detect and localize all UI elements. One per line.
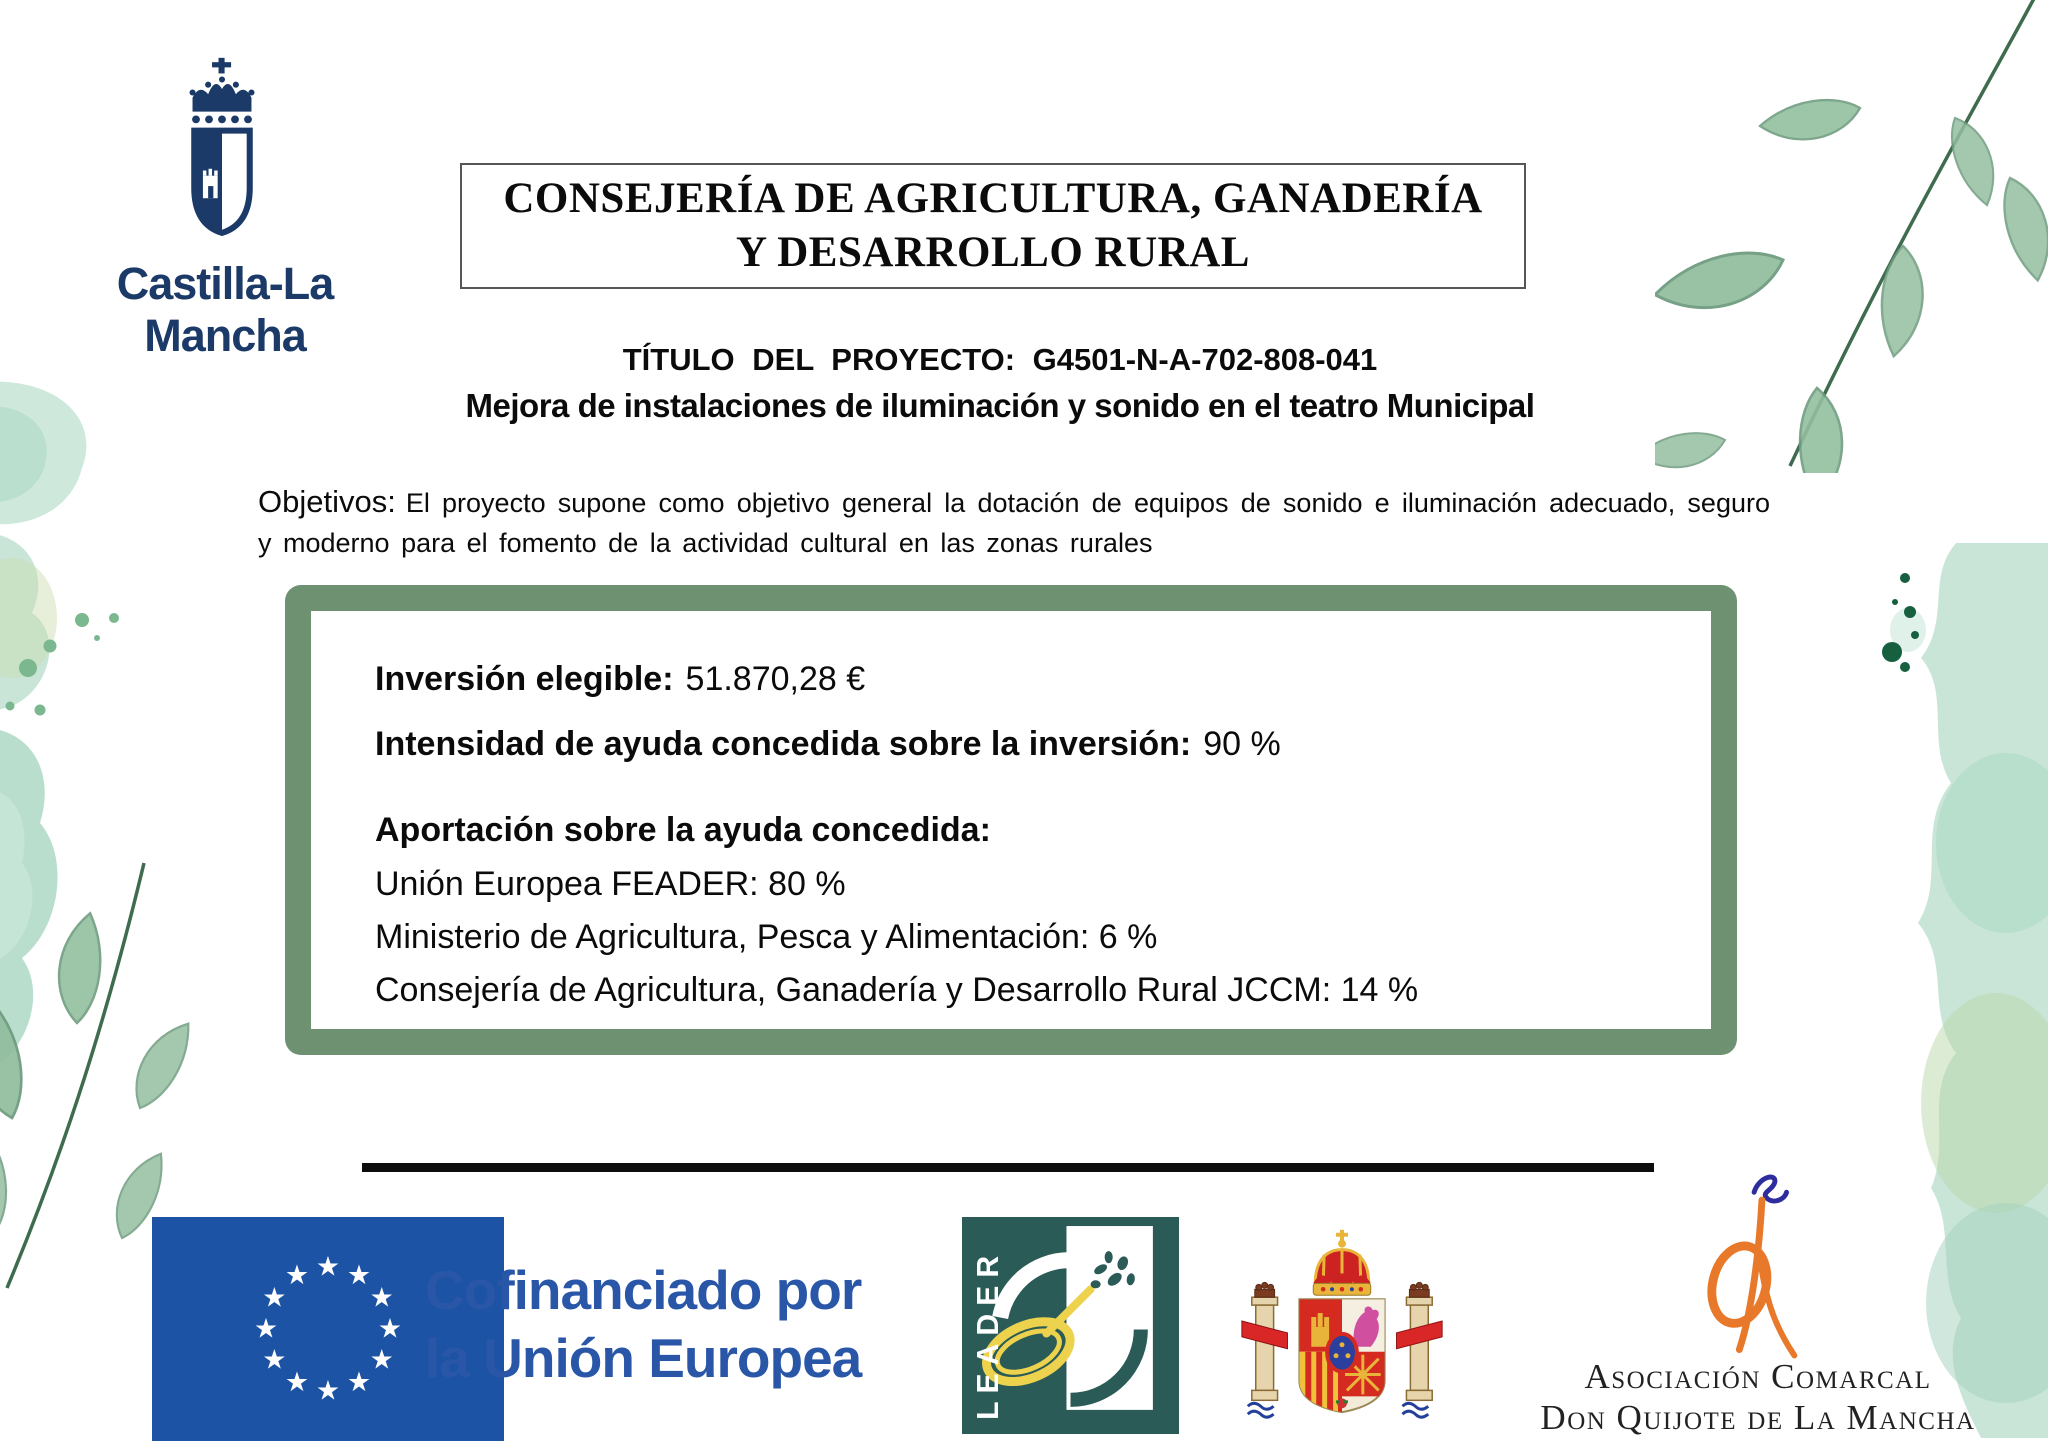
project-code: TÍTULO DEL PROYECTO: G4501-N-A-702-808-041 [622,342,1378,377]
eligible-investment-value: 51.870,28 € [685,660,866,698]
aid-intensity-label: Intensidad de ayuda concedida sobre la inversión: [375,725,1192,763]
svg-text:★: ★ [315,1375,341,1407]
eligible-investment-label: Inversión elegible: [375,660,674,698]
contribution-item: Unión Europea FEADER: 80 % [375,865,846,903]
aid-intensity-value: 90 % [1203,725,1281,763]
leader-logo-icon [962,1217,1179,1434]
objectives-label: Objetivos: [258,484,396,519]
funding-box [285,585,1737,1055]
department-title-box [460,163,1526,289]
eu-cofinanced-line1: Cofinanciado por [425,1259,862,1321]
contribution-heading: Aportación sobre la ayuda concedida: [375,811,991,849]
svg-text:★: ★ [346,1367,372,1399]
svg-text:★: ★ [284,1367,310,1399]
aid-intensity-line [375,724,1681,764]
eligible-investment-line [375,659,1681,699]
svg-text:★: ★ [315,1251,341,1283]
svg-text:★: ★ [346,1259,372,1291]
contribution-item: Ministerio de Agricultura, Pesca y Alimentación: 6 % [375,918,1158,956]
svg-text:★: ★ [262,1344,287,1376]
castilla-la-mancha-emblem-icon [170,56,274,246]
department-title-line1: CONSEJERÍA DE AGRICULTURA, GANADERÍA [503,175,1483,222]
contribution-item: Consejería de Agricultura, Ganadería y Desarrollo Rural JCCM: 14 % [375,971,1419,1009]
eu-cofinanced-line2: la Unión Europea [425,1327,862,1389]
asociacion-name-line1: Asociación Comarcal [1584,1357,1932,1396]
svg-text:★: ★ [284,1259,310,1291]
project-name: Mejora de instalaciones de iluminación y sonido en el teatro Municipal [465,387,1535,424]
castilla-la-mancha-wordmark: Castilla-La Mancha [116,258,334,361]
objectives-text: El proyecto supone como objetivo general la dotación de equipos de sonido e iluminación adecuado, seguro y moderno para el fomento de la actividad cultural en las zonas rurales [258,488,1770,558]
svg-text:★: ★ [262,1282,287,1314]
svg-text:★: ★ [369,1344,394,1376]
asociacion-name-line2: Don Quijote de La Mancha [1540,1398,1976,1437]
department-title-line2: Y DESARROLLO RURAL [736,229,1250,276]
objectives-paragraph [258,482,1770,563]
asociacion-caption [1520,1356,1996,1438]
watercolor-splash-right-icon [1856,543,2048,1438]
svg-text:★: ★ [253,1313,279,1345]
leader-logo-label: LEADER [972,1247,1006,1420]
eu-cofinanced-caption [425,1256,861,1392]
svg-text:★: ★ [369,1282,394,1314]
spain-coat-of-arms-icon [1228,1199,1456,1443]
footer-divider [362,1163,1654,1172]
watercolor-branch-top-right-icon [1655,0,2048,473]
svg-text:★: ★ [377,1313,403,1345]
don-quijote-logo-icon [1700,1166,1818,1364]
project-title-block [324,342,1676,425]
